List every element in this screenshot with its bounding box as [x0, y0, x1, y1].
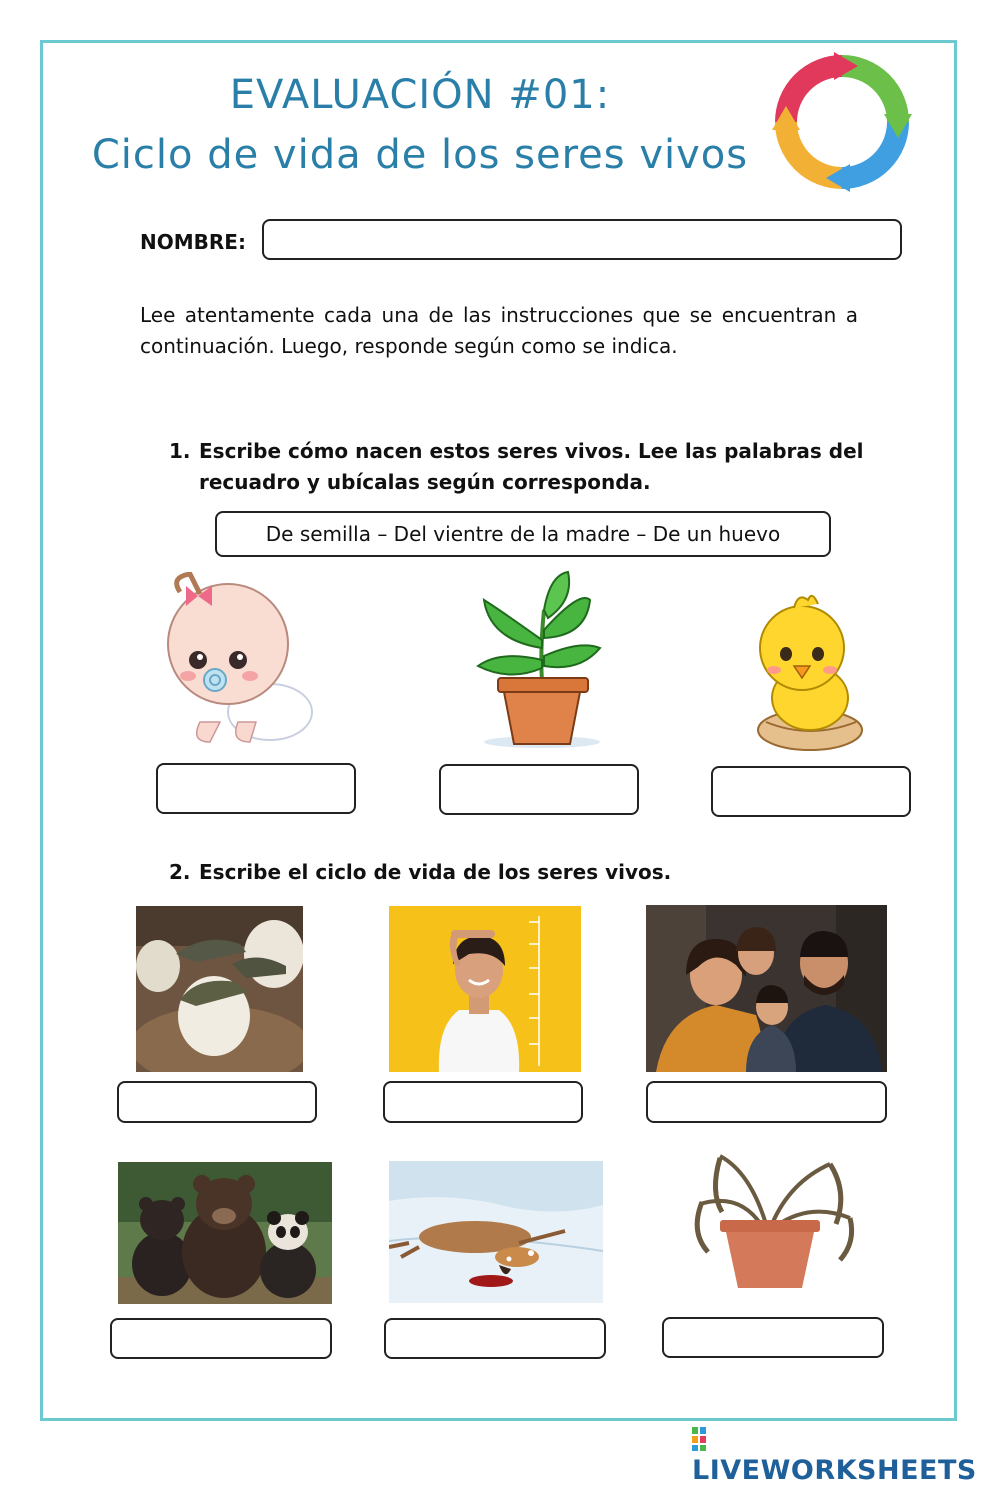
- crocodile-hatching-image: [136, 906, 303, 1072]
- liveworksheets-logo: [692, 1424, 999, 1486]
- wilted-plant-image: [680, 1152, 860, 1292]
- question-2: [169, 857, 869, 888]
- instructions-text: Lee atentamente cada una de las instrucciones que se encuentran a continuación. Luego, responde según como se indica.: [140, 303, 858, 358]
- answer-plant-input[interactable]: [439, 764, 639, 815]
- page-subtitle: Ciclo de vida de los seres vivos: [91, 132, 749, 178]
- answer-crocodile-input[interactable]: [117, 1081, 317, 1123]
- girl-measuring-height-image: [389, 906, 581, 1072]
- question-2-text: Escribe el ciclo de vida de los seres vivos.: [199, 860, 672, 884]
- question-1-number: 1.: [169, 439, 191, 463]
- answer-chick-input[interactable]: [711, 766, 911, 817]
- answer-wilted-plant-input[interactable]: [662, 1317, 884, 1358]
- question-1-text: Escribe cómo nacen estos seres vivos. Lee las palabras del recuadro y ubícalas según corresponda.: [199, 439, 864, 494]
- chick-image: [752, 590, 867, 755]
- answer-girl-input[interactable]: [383, 1081, 583, 1123]
- plant-image: [470, 570, 615, 752]
- family-image: [646, 905, 887, 1072]
- answer-baby-input[interactable]: [156, 763, 356, 814]
- answer-family-input[interactable]: [646, 1081, 887, 1123]
- page-title: EVALUACIÓN #01:: [229, 72, 611, 118]
- question-1: [169, 436, 869, 498]
- brand-text: LIVEWORKSHEETS: [692, 1455, 977, 1486]
- dead-deer-image: [389, 1161, 603, 1303]
- word-bank: De semilla – Del vientre de la madre – De un huevo: [215, 511, 831, 557]
- life-cycle-arrows-icon: [772, 52, 912, 192]
- bears-image: [118, 1162, 332, 1304]
- name-label: NOMBRE:: [140, 230, 246, 254]
- name-input[interactable]: [262, 219, 902, 260]
- answer-bears-input[interactable]: [110, 1318, 332, 1359]
- question-2-number: 2.: [169, 860, 191, 884]
- baby-image: [160, 572, 315, 747]
- answer-deer-input[interactable]: [384, 1318, 606, 1359]
- liveworksheets-icon: [692, 1427, 714, 1451]
